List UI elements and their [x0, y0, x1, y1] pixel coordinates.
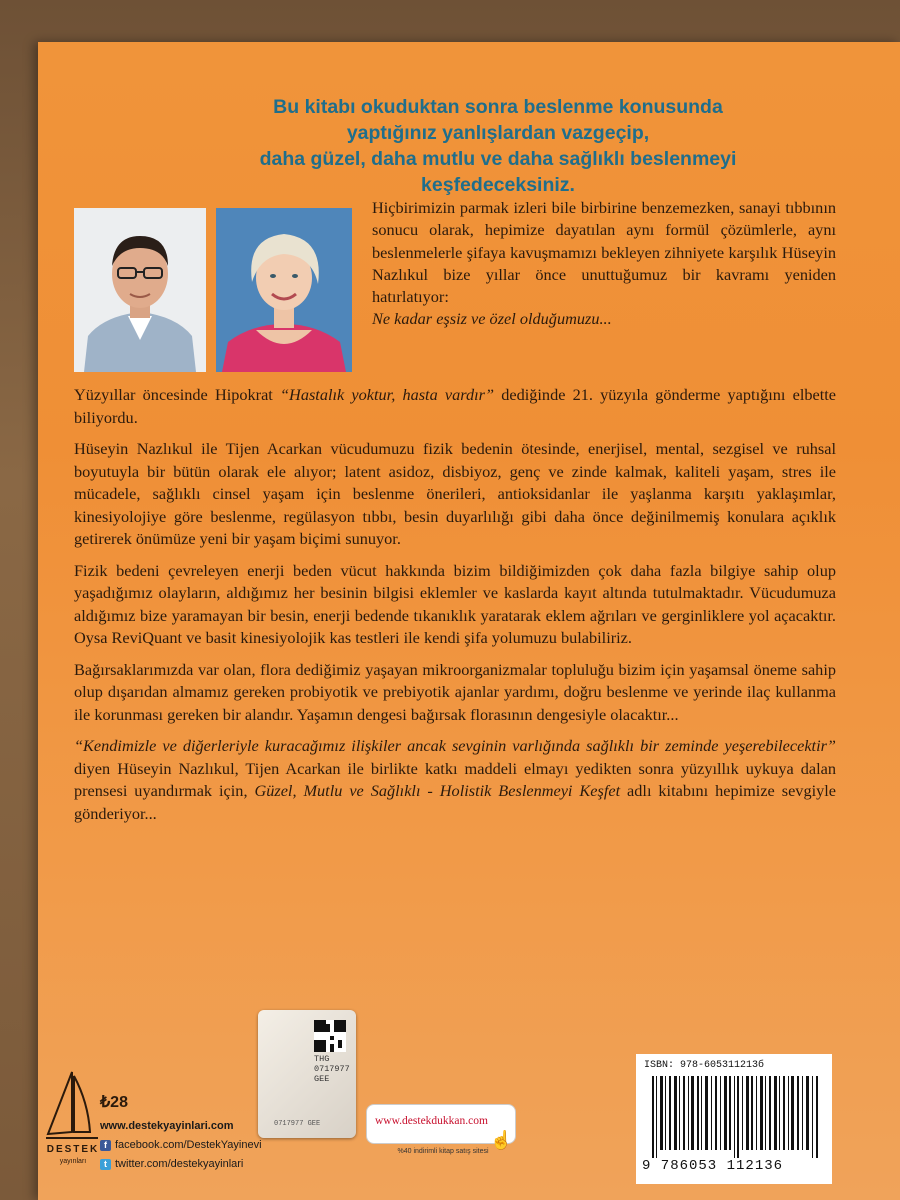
woman-portrait-image	[216, 208, 352, 372]
qr-code-icon	[314, 1020, 346, 1052]
twitter-icon: t	[100, 1159, 111, 1170]
p5-book-title: Güzel, Mutlu ve Sağlıklı - Holistik Beslenmeyi Keşfet	[254, 781, 621, 800]
paragraph-4: Bağırsaklarımızda var olan, flora dediğimiz yaşayan mikroorganizmalar topluluğu bizim için yaşamsal öneme sahip olup dışarıdan almamız gereken probiyotik ve prebiyotik ajanlar yardımı, doğru beslenme ve yerinde ilaç kullanma ile korunması gereken bir alandır. Yaşamın dengesi bağırsak florasının dengesiyle olacaktır...	[74, 659, 836, 724]
isbn-barcode	[636, 1054, 832, 1184]
barcode-bars-icon	[650, 1076, 820, 1158]
p1-text-b: dediğinde 21. yüzyıla gönderme yaptığını elbette biliyordu.	[74, 385, 836, 427]
headline-line-2: yaptığınız yanlışlardan vazgeçip,	[346, 122, 650, 144]
headline-line-3: daha güzel, daha mutlu ve daha sağlıklı beslenmeyi keşfedeceksiniz.	[259, 148, 737, 196]
publisher-name: DESTEK	[46, 1144, 100, 1155]
sticker-line-3: GEE	[314, 1074, 330, 1084]
sticker-bottom-text: 0717977 GEE	[274, 1120, 321, 1128]
man-portrait-image	[74, 208, 206, 372]
sticker-line-1: THG	[314, 1054, 330, 1064]
p1-quote: “Hastalık yoktur, hasta vardır”	[280, 385, 495, 404]
p5-text-b: adlı kitabını hepimize sevgiyle gönderiyor...	[74, 781, 836, 823]
publisher-sub: yayınları	[59, 1158, 87, 1165]
facebook-icon: f	[100, 1140, 111, 1151]
paragraph-1	[74, 384, 836, 429]
author-photo-woman	[216, 208, 352, 372]
headline	[188, 94, 808, 198]
author-photo-man	[74, 208, 206, 372]
body-text	[74, 384, 836, 834]
barcode-digits: 9 786053 112136	[642, 1158, 784, 1174]
destekdukkan-sub: %40 indirimli kitap satış sitesi	[397, 1148, 489, 1155]
paragraph-2: Hüseyin Nazlıkul ile Tijen Acarkan vücudumuzu fizik bedenin ötesinde, enerjisel, mental, sezgisel ve ruhsal boyutuyla bir bütün olarak ele alıyor; latent asidoz, disbiyoz, genç ve zinde kalmak, kaliteli yaşam, stres ile mücadele, sağlıklı cinsel yaşam için beslenme önerileri, antioksidanlar ile yaşlanma karşıtı yaklaşımlar, kinesiyolojiye göre beslenme, regülasyon tıbbı, besin duyarlılığı gibi daha önce değinilmemiş konulara açıklık getirerek önümüze yeni bir yaşam biçimi sunuyor.	[74, 439, 836, 548]
intro-text: Hiçbirimizin parmak izleri bile birbirine benzemezken, sanayi tıbbının sonucu olarak, hepimize dayatılan aynı formül çözümlerle, aynı beslenmelerle şifaya kavuşmamızı bekleyen zihniyete karşılık Hüseyin Nazlıkul bize yıllar önce unuttuğumuz bir kavramı yeniden hatırlatıyor:	[372, 198, 836, 307]
p1-text-a: Yüzyıllar öncesinde Hipokrat	[74, 385, 280, 404]
facebook-text: facebook.com/DestekYayinevi	[115, 1139, 262, 1151]
paragraph-5	[74, 735, 836, 825]
intro-paragraph	[372, 197, 836, 331]
sticker-text	[314, 1054, 350, 1084]
p5-quote: “Kendimizle ve diğerleriyle kuracağımız ilişkiler ancak sevginin varlığında sağlıklı bir zeminde yeşerebilecektir”	[74, 736, 836, 755]
intro-italic: Ne kadar eşsiz ve özel olduğumuzu...	[372, 309, 612, 329]
publisher-website: www.destekyayinlari.com	[100, 1120, 234, 1132]
price: ₺28	[100, 1094, 128, 1111]
book-back-cover	[38, 42, 900, 1200]
paragraph-3: Fizik bedeni çevreleyen enerji beden vücut hakkında bizim bildiğimizden çok daha fazla bilgiye sahip olup yaşadığımız olayların, aldığımız her besinin bilgisi eklemler ve kaslarda kayıt altında tutulmaktadır. Vücudumuza aldığımız bize yaramayan bir besin, enerji bedende tıkanıklık yaratarak eklem ağrıları ve gerginliklere yol açacaktır. Oysa ReviQuant ve basit kinesiyolojik kas testleri ile kendi şifa yolumuzu bulabiliriz.	[74, 560, 836, 647]
twitter-link	[100, 1158, 243, 1170]
isbn-text: ISBN: 978-605311213б	[644, 1060, 765, 1071]
twitter-text: twitter.com/destekyayinlari	[115, 1158, 244, 1170]
price-sticker	[258, 1010, 356, 1138]
headline-line-1: Bu kitabı okuduktan sonra beslenme konusunda	[273, 96, 723, 118]
hand-cursor-icon: ☝	[490, 1130, 513, 1150]
destekdukkan-url: www.destekdukkan.com	[375, 1115, 488, 1127]
sticker-line-2: 0717977	[314, 1064, 350, 1074]
p5-text-a: diyen Hüseyin Nazlıkul, Tijen Acarkan ile birlikte katkı maddeli elmayı yedikten sonra yüzyıllık uykuya dalan prensesi uyandırmak için,	[74, 758, 836, 800]
facebook-link	[100, 1139, 262, 1151]
